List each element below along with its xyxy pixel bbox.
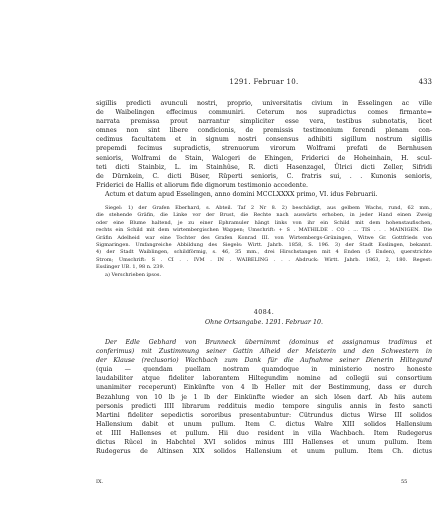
footnote-line: Strom; Umschrift: S . CI . . IVM . IN . WAIBELING . . . Abdruck: Wirtt. Jahrb. 1863, 2, 180. Regest: (96, 256, 432, 263)
text-line: sigillis predicti avunculi nostri, proprio, universitatis civium in Esselingen ac ville (96, 100, 432, 107)
page-number: 433 (418, 78, 432, 86)
footnote-line: die stehende Gräfin, die Linke vor der Brust, die Rechte nach auswärts erhoben, in jeder Hand einen Zweig (96, 212, 432, 219)
text-line: dictus Rûcel in Habchtel XVI solidos minus IIII Hallenses et unum pullum. Item (96, 439, 432, 447)
text-line: Der Edle Gebhard von Brunneck übernimmt (dominus et assignamus tradimus et (105, 339, 432, 346)
footnote-line: Gräfin Adelheid war eine Tochter des Grafen Konrad III. von Wirtembergs-Grüningen, Witwe Gr. Gottfrieds von (96, 234, 432, 241)
text-line: Friderici de Hallis et aliorum fide dignorum testimonio accedente. (96, 181, 309, 189)
regest-text (96, 338, 432, 456)
text-line: laudabiliter atque fideliter laborantem Hiltegundim nomine ad collegii sui consortium (96, 375, 432, 383)
footnote-line: Siegel: 1) der Grafen Eberhard, s. Abteil. Taf 2 Nr 8. 2) beschädigt, aus gelbem Wachs, rund, 62 mm., (105, 205, 432, 211)
document-dateline: Ohne Ortsangabe. 1291. Februar 10. (205, 319, 323, 326)
text-line: conferimus) mit Zustimmung seiner Gattin Alheid der Meisterin und den Schwestern in (96, 348, 432, 356)
running-title: 1291. Februar 10. (229, 78, 299, 86)
footnote-line: Sigmaringen. Umfangreiche Abbildung des Siegels: Wirtt. Jahrb. 1858, S. 196. 3) der Stadt Esslingen, bekannt. (96, 242, 432, 249)
text-line: cedimus facultatem et in signum nostri consensus adhibiti sigillum nostrum sigillis (96, 136, 432, 144)
footnote-line: Esslinger UB. 1, 98 n. 239. (96, 264, 165, 271)
text-line: et IIII Hallenses et pullum. Hii duo resident in villa Wachbach. Item Rudegerus (96, 429, 432, 437)
footnote-a: a) Verschrieben ipsos. (105, 271, 162, 278)
footnote-line: oder eine Blume haltend, je zu einer Ephramuler hängt links von ihr ein Schild mit dem hohenstaufischen, (96, 219, 432, 226)
text-line: der Klause (reclusorio) Wachbach zum Dank für die Aufnahme seiner Dienerin Hiltegund (96, 357, 432, 365)
signature-mark: IX. (96, 479, 104, 485)
text-line: prepemdi fecimus supradictis, strenuorum virorum Wolframi prefati de Bernhusen (96, 145, 432, 153)
continued-charter-text (96, 99, 432, 199)
text-line: omnes non sint libere condicionis, de premissis testimonium ferendi plenam con- (96, 127, 432, 135)
text-line: Rudegerus de Altinsen XIX solidos Hallensium et unum pullum. Item Ch. dictus (96, 448, 432, 456)
text-line: de Dürnkein, C. dicti Büser, Rüperti senioris, C. fratris sui, . . Kunonis senioris, (96, 172, 432, 180)
text-line: unanimiter receperunt) Einkünfte von 4 lb Heller mit der Bestimmung, dass er durch (96, 384, 432, 392)
text-line: Hallensium dabit et unum pullum. Item C. dictus Walre XIII solidos Hallensium (96, 420, 432, 428)
text-line: Martini fideliter sepedictis sororibus presentabuntur: Cütrundus dictus Wirse III solidos (96, 411, 432, 419)
footnote-line: rechts ein Schild mit dem wirtembergischen Wappen; Umschrift: + S . MATHILDE . CO . ... TIS . . . MAINIGEN. Die (96, 227, 432, 234)
sheet-number: 55 (401, 479, 408, 485)
text-line: personis predicti IIII librarum reddituis medio tempore singulis annis in festo sancti (96, 402, 432, 410)
text-line: de Waibelingen effecimus communiri. Ceterum nos supradictus comes firmante= (96, 109, 432, 117)
page-header (96, 78, 432, 90)
text-line: (quia — quendam puellam nostram quamdoque in ministerio nostro honeste (96, 366, 432, 374)
footnotes (96, 205, 432, 279)
footnote-line: 4) der Stadt Waiblingen, schildförmig, s. 46, 35 mm., drei Hirschstangen mit 4 Enden (5 Enden), querstrichte (96, 249, 432, 256)
text-line: narrata premissa prout narrantur simpliciter esse vera, testibus subnotatis, licet (96, 118, 432, 126)
document-number: 4084. (253, 309, 275, 316)
text-line: teti dicti Stainbiz, L. im Stainhûse, R. dicti Hasenzagel, Ülrici dicti Zeller, Sifridi (96, 163, 432, 171)
text-line: Bezahlung von 10 lb je 1 lb der Einkünfte wieder an sich lösen darf. Ab hiis autem (96, 393, 432, 401)
dating-clause: Actum et datum apud Esselingen, anno domini MCCLXXXX primo, VI. idus Februarii. (105, 190, 378, 198)
text-line: senioris, Wolframi de Stain, Walcgeri de Ehingen, Friderici de Hoheinhain, H. scul- (96, 154, 432, 162)
